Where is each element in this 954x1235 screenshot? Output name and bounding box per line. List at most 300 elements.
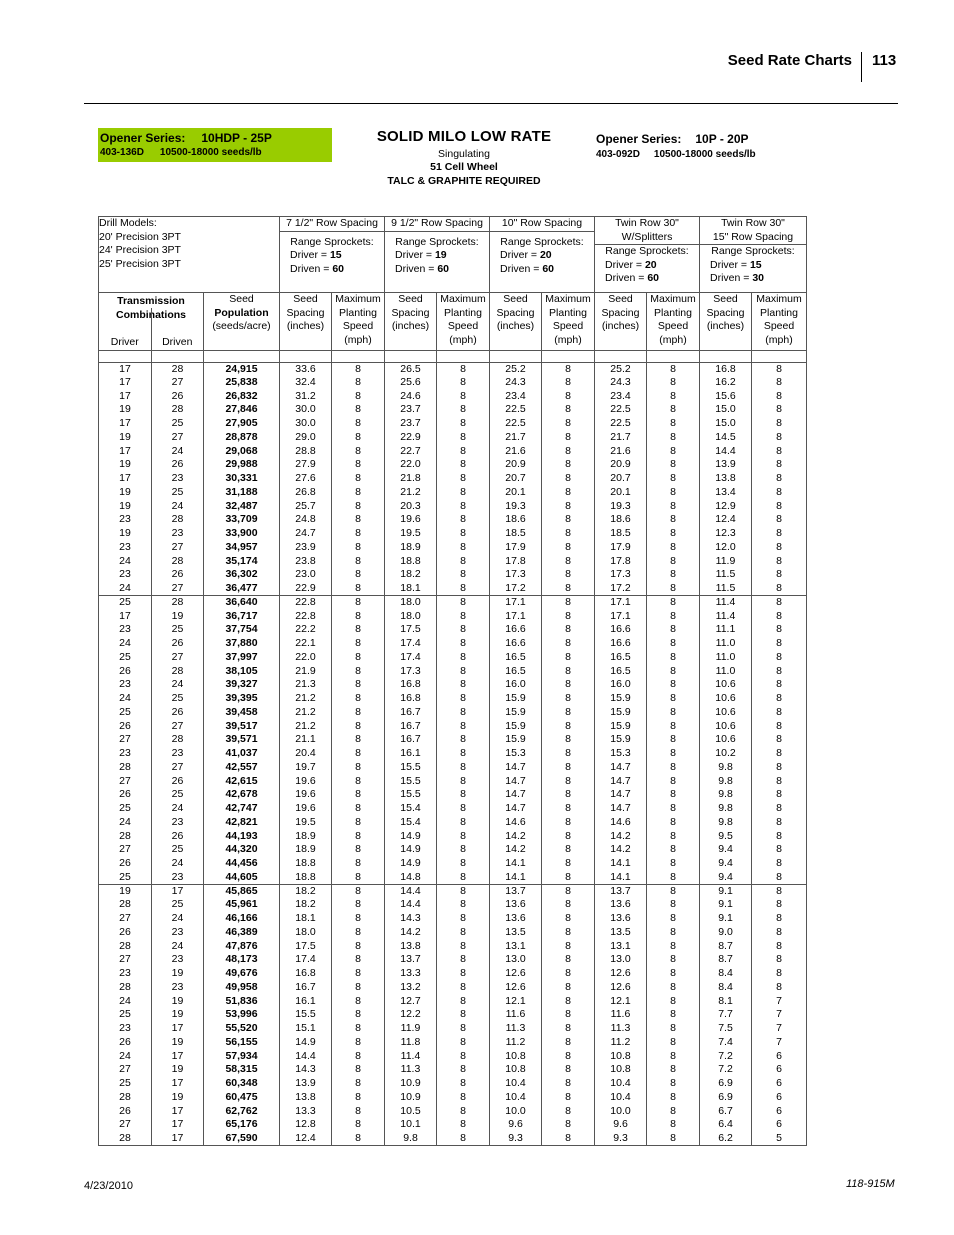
cell-speed-twin-splitters: 8 (647, 472, 700, 486)
cell-spacing-7-5: 30.0 (280, 403, 332, 417)
table-row (99, 912, 807, 926)
cell-spacing-twin-15: 6.2 (700, 1132, 752, 1146)
table-row (99, 362, 807, 376)
cell-population: 58,315 (204, 1063, 280, 1077)
cell-speed-twin-15: 8 (752, 926, 807, 940)
cell-speed-9-5: 8 (437, 761, 490, 775)
cell-driver: 27 (99, 912, 152, 926)
cell-spacing-twin-15: 8.7 (700, 953, 752, 967)
cell-speed-twin-splitters: 8 (647, 1036, 700, 1050)
speed-col-header: Maximum Planting Speed (mph) (437, 293, 490, 351)
cell-spacing-twin-15: 9.8 (700, 788, 752, 802)
cell-population: 39,327 (204, 678, 280, 692)
cell-spacing-9-5: 22.7 (385, 445, 437, 459)
cell-driven: 23 (152, 527, 204, 541)
cell-speed-7-5: 8 (332, 678, 385, 692)
cell-speed-9-5: 8 (437, 1022, 490, 1036)
spacing-header (385, 217, 490, 293)
cell-speed-9-5: 8 (437, 472, 490, 486)
seed-rate-rows (99, 362, 807, 1146)
cell-spacing-10: 12.6 (490, 981, 542, 995)
cell-speed-twin-15: 8 (752, 733, 807, 747)
cell-spacing-7-5: 12.8 (280, 1118, 332, 1132)
cell-speed-twin-splitters: 8 (647, 431, 700, 445)
cell-driver: 24 (99, 582, 152, 596)
driver-value: Driver = 15 (290, 249, 342, 261)
cell-spacing-7-5: 14.9 (280, 1036, 332, 1050)
cell-spacing-twin-splitters: 10.8 (595, 1063, 647, 1077)
cell-driver: 28 (99, 981, 152, 995)
cell-spacing-10: 13.6 (490, 912, 542, 926)
cell-driven: 25 (152, 486, 204, 500)
cell-spacing-7-5: 22.0 (280, 651, 332, 665)
cell-spacing-twin-splitters: 13.6 (595, 912, 647, 926)
footer-date: 4/23/2010 (84, 1180, 133, 1192)
cell-spacing-9-5: 15.5 (385, 775, 437, 789)
cell-spacing-twin-15: 9.1 (700, 912, 752, 926)
cell-speed-10: 8 (542, 541, 595, 555)
cell-speed-9-5: 8 (437, 940, 490, 954)
spacing-subtitle: W/Splitters (595, 231, 699, 246)
cell-driver: 17 (99, 376, 152, 390)
cell-driven: 28 (152, 596, 204, 610)
cell-driven: 28 (152, 362, 204, 376)
cell-population: 37,754 (204, 623, 280, 637)
cell-driver: 28 (99, 830, 152, 844)
cell-speed-twin-15: 8 (752, 940, 807, 954)
table-row (99, 1050, 807, 1064)
cell-spacing-twin-splitters: 21.7 (595, 431, 647, 445)
cell-spacing-7-5: 18.8 (280, 871, 332, 885)
table-row (99, 486, 807, 500)
cell-driven: 25 (152, 417, 204, 431)
spacing-col-header: Seed Spacing (inches) (280, 293, 332, 351)
cell-spacing-10: 14.1 (490, 857, 542, 871)
table-row (99, 733, 807, 747)
range-sprockets-label: Range Sprockets: (500, 235, 584, 248)
cell-speed-twin-15: 8 (752, 513, 807, 527)
cell-driver: 26 (99, 665, 152, 679)
cell-spacing-10: 15.9 (490, 706, 542, 720)
range-sprockets-label: Range Sprockets: (290, 235, 374, 248)
table-row (99, 541, 807, 555)
cell-speed-7-5: 8 (332, 637, 385, 651)
driven-value: Driven = 60 (500, 262, 554, 275)
cell-speed-twin-15: 8 (752, 775, 807, 789)
cell-speed-twin-15: 8 (752, 665, 807, 679)
cell-spacing-9-5: 15.5 (385, 788, 437, 802)
cell-speed-10: 8 (542, 417, 595, 431)
cell-spacing-7-5: 31.2 (280, 390, 332, 404)
cell-speed-10: 8 (542, 912, 595, 926)
cell-speed-9-5: 8 (437, 995, 490, 1009)
cell-spacing-7-5: 19.5 (280, 816, 332, 830)
cell-speed-twin-splitters: 8 (647, 555, 700, 569)
cell-driven: 26 (152, 637, 204, 651)
table-row (99, 445, 807, 459)
table-row (99, 1063, 807, 1077)
cell-speed-twin-15: 8 (752, 472, 807, 486)
cell-driven: 27 (152, 431, 204, 445)
drill-models-cell (99, 217, 280, 293)
cell-speed-7-5: 8 (332, 582, 385, 596)
cell-driven: 27 (152, 541, 204, 555)
cell-spacing-9-5: 21.2 (385, 486, 437, 500)
seed-rate-table (98, 216, 807, 1146)
cell-speed-7-5: 8 (332, 1050, 385, 1064)
cell-population: 42,747 (204, 802, 280, 816)
cell-speed-twin-splitters: 8 (647, 541, 700, 555)
table-row (99, 458, 807, 472)
cell-population: 39,458 (204, 706, 280, 720)
table-row (99, 981, 807, 995)
cell-spacing-7-5: 18.1 (280, 912, 332, 926)
cell-population: 44,193 (204, 830, 280, 844)
cell-spacing-9-5: 13.7 (385, 953, 437, 967)
cell-spacing-10: 9.3 (490, 1132, 542, 1146)
cell-speed-10: 8 (542, 500, 595, 514)
cell-driver: 25 (99, 871, 152, 885)
cell-spacing-7-5: 16.1 (280, 995, 332, 1009)
cell-speed-twin-splitters: 8 (647, 871, 700, 885)
cell-spacing-twin-splitters: 14.6 (595, 816, 647, 830)
cell-driven: 27 (152, 582, 204, 596)
table-row (99, 376, 807, 390)
drill-model: 20' Precision 3PT (99, 230, 181, 243)
cell-speed-9-5: 8 (437, 362, 490, 376)
cell-spacing-10: 16.5 (490, 651, 542, 665)
cell-spacing-10: 14.7 (490, 761, 542, 775)
driven-value: Driven = 30 (710, 272, 764, 284)
cell-spacing-twin-splitters: 15.3 (595, 747, 647, 761)
cell-spacing-9-5: 18.0 (385, 610, 437, 624)
cell-population: 49,676 (204, 967, 280, 981)
cell-spacing-twin-15: 9.8 (700, 761, 752, 775)
cell-speed-twin-15: 8 (752, 541, 807, 555)
cell-driven: 24 (152, 802, 204, 816)
cell-speed-9-5: 8 (437, 1008, 490, 1022)
cell-spacing-twin-15: 12.4 (700, 513, 752, 527)
cell-speed-twin-splitters: 8 (647, 678, 700, 692)
cell-speed-10: 8 (542, 871, 595, 885)
cell-speed-9-5: 8 (437, 1077, 490, 1091)
cell-speed-7-5: 8 (332, 1036, 385, 1050)
cell-driven: 23 (152, 926, 204, 940)
cell-spacing-twin-splitters: 17.8 (595, 555, 647, 569)
cell-speed-twin-splitters: 8 (647, 596, 700, 610)
cell-speed-10: 8 (542, 362, 595, 376)
cell-speed-7-5: 8 (332, 692, 385, 706)
footer-doc-number: 118-915M (846, 1178, 895, 1190)
cell-speed-twin-15: 8 (752, 898, 807, 912)
cell-speed-10: 8 (542, 596, 595, 610)
cell-driven: 19 (152, 1091, 204, 1105)
cell-spacing-twin-15: 13.8 (700, 472, 752, 486)
cell-spacing-twin-splitters: 21.6 (595, 445, 647, 459)
table-row (99, 816, 807, 830)
table-row (99, 967, 807, 981)
cell-driver: 17 (99, 610, 152, 624)
cell-spacing-9-5: 12.2 (385, 1008, 437, 1022)
cell-speed-7-5: 8 (332, 500, 385, 514)
cell-spacing-twin-splitters: 18.5 (595, 527, 647, 541)
driver-value: Driver = 19 (395, 249, 447, 261)
cell-driver: 28 (99, 1091, 152, 1105)
cell-speed-twin-15: 7 (752, 1036, 807, 1050)
cell-speed-twin-splitters: 8 (647, 775, 700, 789)
cell-spacing-twin-15: 8.4 (700, 981, 752, 995)
cell-speed-twin-15: 8 (752, 637, 807, 651)
cell-driven: 24 (152, 678, 204, 692)
cell-spacing-7-5: 12.4 (280, 1132, 332, 1146)
cell-population: 49,958 (204, 981, 280, 995)
cell-spacing-twin-splitters: 13.1 (595, 940, 647, 954)
table-row (99, 568, 807, 582)
cell-speed-9-5: 8 (437, 857, 490, 871)
cell-spacing-twin-15: 10.6 (700, 678, 752, 692)
cell-speed-twin-splitters: 8 (647, 1132, 700, 1146)
cell-speed-twin-splitters: 8 (647, 898, 700, 912)
cell-speed-9-5: 8 (437, 967, 490, 981)
cell-speed-10: 8 (542, 665, 595, 679)
cell-speed-7-5: 8 (332, 376, 385, 390)
cell-speed-9-5: 8 (437, 555, 490, 569)
cell-spacing-10: 12.1 (490, 995, 542, 1009)
cell-speed-twin-15: 8 (752, 802, 807, 816)
cell-population: 42,821 (204, 816, 280, 830)
spacing-header (595, 217, 700, 293)
cell-spacing-7-5: 22.8 (280, 610, 332, 624)
cell-spacing-twin-15: 7.5 (700, 1022, 752, 1036)
table-row (99, 1091, 807, 1105)
cell-driver: 24 (99, 995, 152, 1009)
cell-spacing-7-5: 33.6 (280, 362, 332, 376)
cell-speed-twin-splitters: 8 (647, 995, 700, 1009)
table-row (99, 637, 807, 651)
cell-driven: 27 (152, 376, 204, 390)
cell-spacing-twin-15: 6.9 (700, 1091, 752, 1105)
cell-speed-9-5: 8 (437, 431, 490, 445)
cell-spacing-9-5: 14.9 (385, 857, 437, 871)
cell-spacing-twin-15: 8.1 (700, 995, 752, 1009)
cell-driven: 26 (152, 568, 204, 582)
cell-speed-10: 8 (542, 898, 595, 912)
table-row (99, 1118, 807, 1132)
table-row (99, 1077, 807, 1091)
cell-speed-twin-splitters: 8 (647, 692, 700, 706)
table-row (99, 898, 807, 912)
cell-spacing-10: 14.2 (490, 843, 542, 857)
cell-spacing-twin-splitters: 11.2 (595, 1036, 647, 1050)
cell-spacing-twin-15: 11.9 (700, 555, 752, 569)
cell-speed-twin-splitters: 8 (647, 816, 700, 830)
cell-spacing-twin-splitters: 10.4 (595, 1077, 647, 1091)
cell-speed-twin-15: 8 (752, 610, 807, 624)
cell-driven: 26 (152, 830, 204, 844)
cell-driven: 23 (152, 816, 204, 830)
cell-spacing-10: 17.8 (490, 555, 542, 569)
speed-col-header: Maximum Planting Speed (mph) (332, 293, 385, 351)
cell-speed-7-5: 8 (332, 596, 385, 610)
cell-spacing-10: 14.6 (490, 816, 542, 830)
cell-speed-9-5: 8 (437, 376, 490, 390)
cell-population: 38,105 (204, 665, 280, 679)
cell-speed-7-5: 8 (332, 843, 385, 857)
cell-spacing-twin-splitters: 19.3 (595, 500, 647, 514)
cell-speed-twin-splitters: 8 (647, 802, 700, 816)
cell-spacing-10: 12.6 (490, 967, 542, 981)
cell-driver: 25 (99, 706, 152, 720)
cell-driver: 25 (99, 802, 152, 816)
cell-spacing-10: 25.2 (490, 362, 542, 376)
cell-spacing-7-5: 30.0 (280, 417, 332, 431)
cell-driver: 28 (99, 1132, 152, 1146)
cell-speed-10: 8 (542, 788, 595, 802)
cell-speed-7-5: 8 (332, 541, 385, 555)
cell-spacing-10: 20.1 (490, 486, 542, 500)
cell-population: 42,615 (204, 775, 280, 789)
cell-spacing-twin-15: 10.6 (700, 692, 752, 706)
cell-speed-twin-splitters: 8 (647, 706, 700, 720)
drill-model: 24' Precision 3PT (99, 244, 181, 256)
cell-population: 45,961 (204, 898, 280, 912)
cell-driven: 23 (152, 953, 204, 967)
cell-speed-twin-splitters: 8 (647, 926, 700, 940)
cell-speed-twin-15: 8 (752, 555, 807, 569)
opener-series-right (596, 132, 756, 160)
cell-speed-9-5: 8 (437, 885, 490, 899)
cell-spacing-twin-15: 7.4 (700, 1036, 752, 1050)
cell-driven: 25 (152, 692, 204, 706)
cell-speed-9-5: 8 (437, 596, 490, 610)
cell-speed-10: 8 (542, 376, 595, 390)
cell-speed-7-5: 8 (332, 857, 385, 871)
cell-population: 35,174 (204, 555, 280, 569)
cell-spacing-twin-splitters: 20.7 (595, 472, 647, 486)
cell-spacing-twin-splitters: 14.2 (595, 843, 647, 857)
cell-spacing-9-5: 11.9 (385, 1022, 437, 1036)
cell-speed-twin-15: 8 (752, 458, 807, 472)
cell-spacing-10: 11.2 (490, 1036, 542, 1050)
cell-speed-7-5: 8 (332, 788, 385, 802)
cell-speed-10: 8 (542, 445, 595, 459)
cell-driven: 25 (152, 623, 204, 637)
cell-speed-9-5: 8 (437, 788, 490, 802)
table-row (99, 527, 807, 541)
cell-spacing-9-5: 17.4 (385, 651, 437, 665)
cell-spacing-twin-15: 13.4 (700, 486, 752, 500)
cell-driven: 27 (152, 720, 204, 734)
cell-speed-10: 8 (542, 981, 595, 995)
cell-speed-7-5: 8 (332, 513, 385, 527)
cell-speed-twin-15: 8 (752, 885, 807, 899)
cell-speed-7-5: 8 (332, 747, 385, 761)
cell-spacing-7-5: 13.8 (280, 1091, 332, 1105)
cell-spacing-7-5: 19.6 (280, 802, 332, 816)
cell-speed-9-5: 8 (437, 527, 490, 541)
cell-driven: 24 (152, 500, 204, 514)
speed-col-header: Maximum Planting Speed (mph) (542, 293, 595, 351)
cell-speed-twin-splitters: 8 (647, 651, 700, 665)
cell-spacing-twin-splitters: 14.7 (595, 788, 647, 802)
cell-driver: 23 (99, 623, 152, 637)
cell-driver: 28 (99, 761, 152, 775)
cell-speed-9-5: 8 (437, 651, 490, 665)
cell-speed-7-5: 8 (332, 720, 385, 734)
cell-spacing-9-5: 14.4 (385, 885, 437, 899)
cell-spacing-twin-splitters: 14.1 (595, 857, 647, 871)
cell-spacing-10: 17.1 (490, 596, 542, 610)
cell-speed-7-5: 8 (332, 830, 385, 844)
cell-speed-10: 8 (542, 967, 595, 981)
cell-spacing-7-5: 21.2 (280, 706, 332, 720)
cell-spacing-twin-15: 9.1 (700, 898, 752, 912)
cell-driver: 23 (99, 967, 152, 981)
cell-speed-twin-splitters: 8 (647, 857, 700, 871)
cell-speed-10: 8 (542, 816, 595, 830)
cell-spacing-7-5: 16.7 (280, 981, 332, 995)
cell-spacing-9-5: 23.7 (385, 403, 437, 417)
speed-col-header: Maximum Planting Speed (mph) (647, 293, 700, 351)
cell-speed-twin-15: 6 (752, 1105, 807, 1119)
cell-driven: 23 (152, 871, 204, 885)
cell-spacing-twin-15: 9.4 (700, 871, 752, 885)
cell-spacing-10: 17.1 (490, 610, 542, 624)
cell-speed-twin-splitters: 8 (647, 967, 700, 981)
cell-speed-twin-15: 8 (752, 568, 807, 582)
cell-speed-10: 8 (542, 390, 595, 404)
cell-speed-twin-splitters: 8 (647, 843, 700, 857)
cell-driven: 24 (152, 912, 204, 926)
cell-driver: 23 (99, 1022, 152, 1036)
cell-speed-twin-15: 8 (752, 527, 807, 541)
cell-spacing-9-5: 25.6 (385, 376, 437, 390)
spacing-header (700, 217, 807, 293)
cell-spacing-twin-15: 11.5 (700, 582, 752, 596)
cell-spacing-twin-splitters: 16.5 (595, 651, 647, 665)
table-row (99, 1105, 807, 1119)
cell-spacing-10: 22.5 (490, 403, 542, 417)
range-sprockets-label: Range Sprockets: (711, 245, 795, 257)
drill-models-label: Drill Models: (99, 217, 157, 229)
driven-value: Driven = 60 (395, 262, 449, 275)
cell-driven: 17 (152, 1050, 204, 1064)
cell-spacing-9-5: 12.7 (385, 995, 437, 1009)
cell-speed-10: 8 (542, 637, 595, 651)
cell-speed-7-5: 8 (332, 1132, 385, 1146)
cell-driver: 26 (99, 926, 152, 940)
cell-speed-9-5: 8 (437, 706, 490, 720)
cell-speed-10: 8 (542, 885, 595, 899)
cell-spacing-10: 13.0 (490, 953, 542, 967)
cell-speed-9-5: 8 (437, 1050, 490, 1064)
cell-speed-twin-splitters: 8 (647, 940, 700, 954)
cell-population: 30,331 (204, 472, 280, 486)
cell-spacing-twin-15: 11.1 (700, 623, 752, 637)
cell-spacing-twin-splitters: 17.1 (595, 610, 647, 624)
cell-speed-twin-15: 6 (752, 1077, 807, 1091)
cell-driven: 27 (152, 761, 204, 775)
cell-speed-9-5: 8 (437, 1132, 490, 1146)
cell-speed-9-5: 8 (437, 417, 490, 431)
cell-spacing-9-5: 19.6 (385, 513, 437, 527)
cell-speed-9-5: 8 (437, 568, 490, 582)
cell-speed-twin-splitters: 8 (647, 1063, 700, 1077)
cell-driver: 24 (99, 692, 152, 706)
cell-population: 45,865 (204, 885, 280, 899)
cell-speed-twin-15: 8 (752, 981, 807, 995)
cell-population: 25,838 (204, 376, 280, 390)
